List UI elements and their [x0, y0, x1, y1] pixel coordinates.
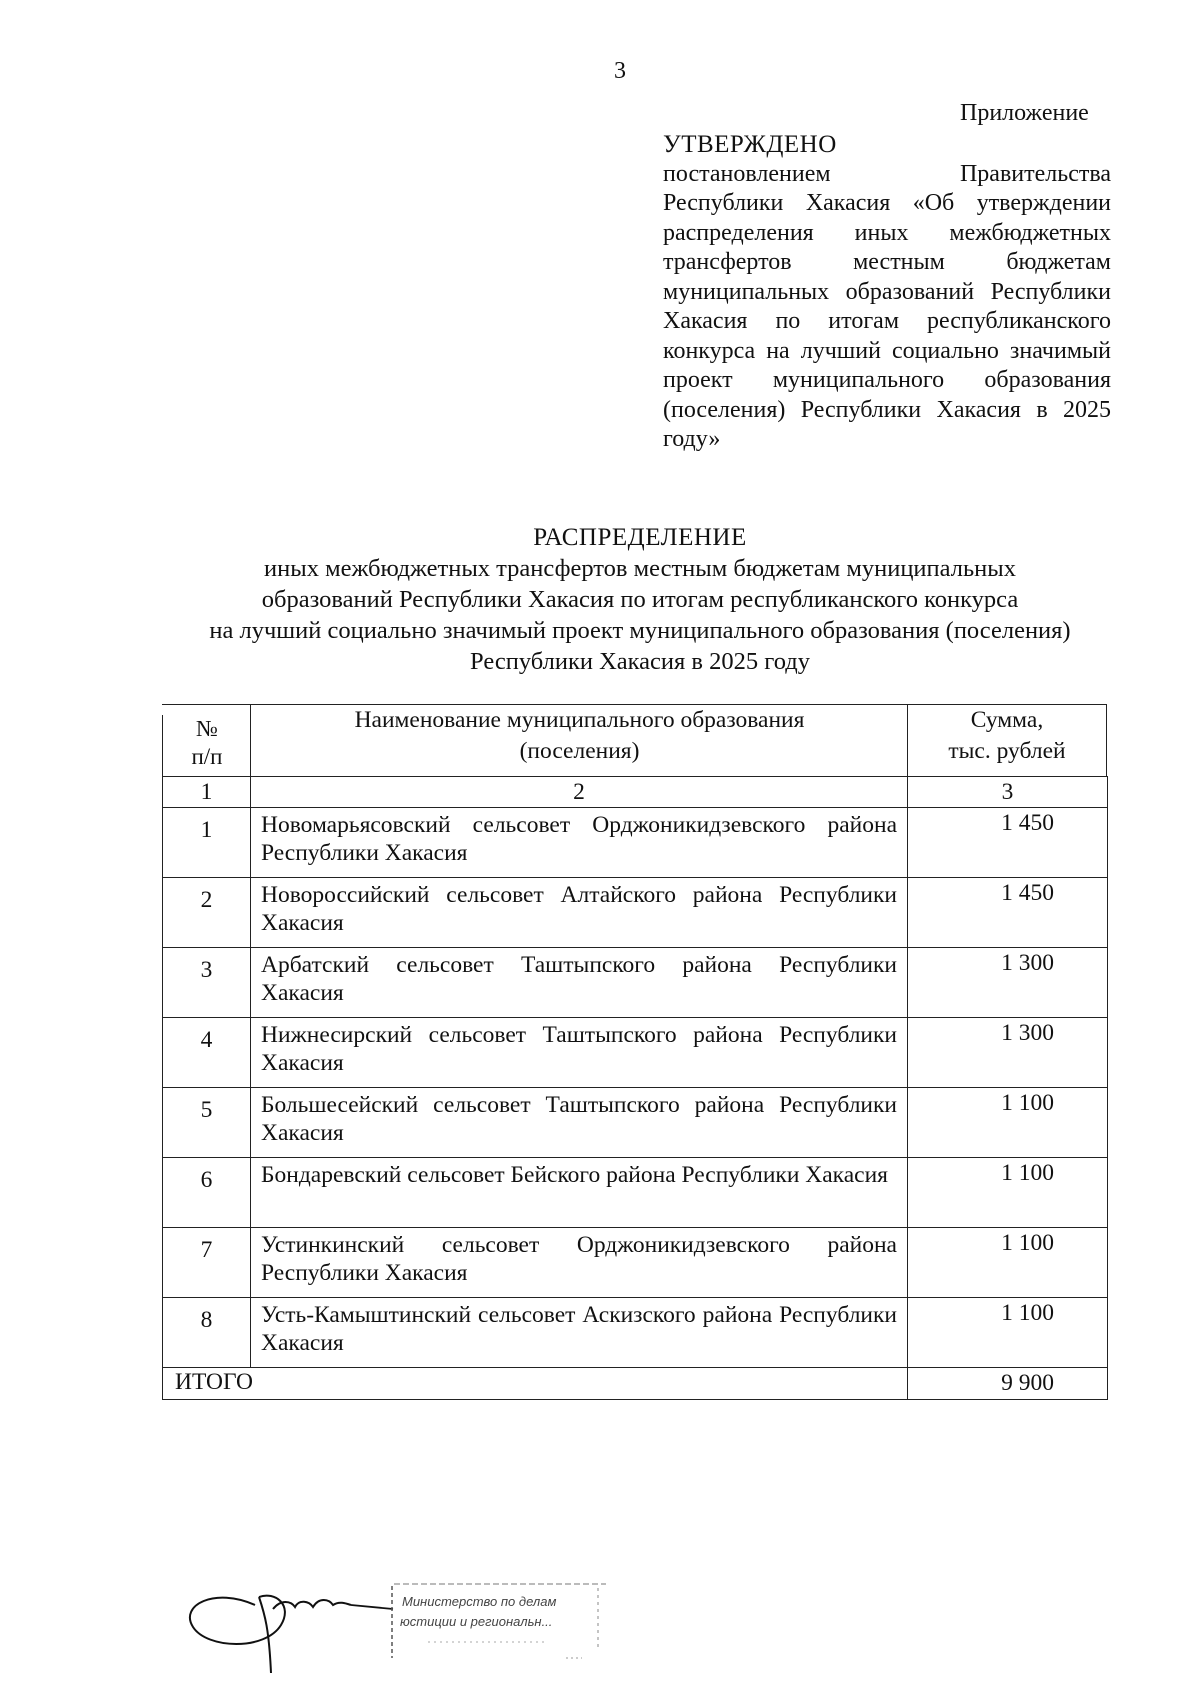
- header-sum-column: [907, 705, 1106, 777]
- row-number-cell: 6: [163, 1158, 251, 1228]
- document-subtitle-line-3: на лучший социально значимый проект муниципального образования (поселения): [209, 617, 1071, 644]
- document-title: РАСПРЕДЕЛЕНИЕ: [533, 524, 747, 551]
- document-heading: [170, 522, 1110, 677]
- table-row: [163, 878, 1108, 948]
- column-number-cell: 1: [163, 777, 251, 808]
- header-number-line-2: п/п: [191, 744, 223, 769]
- header-name-column: [250, 705, 908, 777]
- stamp-line-1: Министерство по делам: [402, 1594, 557, 1609]
- row-amount-cell: 1 300: [908, 1018, 1108, 1088]
- header-sum-line-1: Сумма,: [970, 707, 1044, 733]
- row-amount-cell: 1 300: [908, 948, 1108, 1018]
- stamp-icon: [388, 1580, 610, 1664]
- column-number-cell: 3: [908, 777, 1108, 808]
- column-number-row: [163, 777, 1108, 808]
- row-name-cell: Большесейский сельсовет Таштыпского района Республики Хакасия: [251, 1088, 908, 1158]
- row-amount-cell: 1 100: [908, 1158, 1108, 1228]
- row-amount-cell: 1 100: [908, 1298, 1108, 1368]
- document-subtitle-line-2: образований Республики Хакасия по итогам республиканского конкурса: [261, 586, 1019, 613]
- total-label: ИТОГО: [163, 1368, 908, 1400]
- row-number-cell: 4: [163, 1018, 251, 1088]
- row-number-cell: 8: [163, 1298, 251, 1368]
- appendix-label: Приложение: [960, 100, 1089, 126]
- row-amount-cell: 1 450: [908, 808, 1108, 878]
- row-number-cell: 5: [163, 1088, 251, 1158]
- table-row: [163, 1018, 1108, 1088]
- row-number-cell: 2: [163, 878, 251, 948]
- table-header: [162, 704, 1107, 776]
- row-amount-cell: 1 450: [908, 878, 1108, 948]
- row-name-cell: Усть-Камыштинский сельсовет Аскизского района Республики Хакасия: [251, 1298, 908, 1368]
- document-subtitle-line-4: Республики Хакасия в 2025 году: [470, 648, 810, 675]
- handwritten-signature: [185, 1565, 395, 1675]
- table-row: [163, 1088, 1108, 1158]
- row-name-cell: Новомарьясовский сельсовет Орджоникидзевского района Республики Хакасия: [251, 808, 908, 878]
- column-number-cell: 2: [251, 777, 908, 808]
- document-subtitle-line-1: иных межбюджетных трансфертов местным бюджетам муниципальных: [264, 555, 1016, 582]
- header-name-line-2: (поселения): [519, 738, 640, 764]
- row-name-cell: Арбатский сельсовет Таштыпского района Республики Хакасия: [251, 948, 908, 1018]
- header-number-column: [162, 715, 251, 777]
- row-amount-cell: 1 100: [908, 1228, 1108, 1298]
- row-name-cell: Бондаревский сельсовет Бейского района Республики Хакасия: [251, 1158, 908, 1228]
- table-row: [163, 808, 1108, 878]
- header-number-line-1: №: [196, 716, 218, 741]
- table-row: [163, 1298, 1108, 1368]
- table-row: [163, 1158, 1108, 1228]
- row-name-cell: Устинкинский сельсовет Орджоникидзевского района Республики Хакасия: [251, 1228, 908, 1298]
- row-number-cell: 1: [163, 808, 251, 878]
- approval-block: [663, 130, 1111, 455]
- distribution-table: [162, 776, 1108, 1400]
- row-number-cell: 7: [163, 1228, 251, 1298]
- header-sum-line-2: тыс. рублей: [948, 738, 1066, 764]
- total-amount: 9 900: [908, 1368, 1108, 1400]
- total-row: [163, 1368, 1108, 1400]
- table-row: [163, 1228, 1108, 1298]
- table-row: [163, 948, 1108, 1018]
- header-name-line-1: Наименование муниципального образования: [354, 707, 805, 733]
- approval-basis: постановлением Правительства Республики Хакасия «Об утверждении распределения иных межбюджетных трансфертов местным бюджетам муниципальных образований Республики Хакасия по итогам республиканского конкурса на лучший социально значимый проект муниципального образования (поселения) Республики Хакасия в 2025 году»: [663, 160, 1111, 452]
- row-name-cell: Нижнесирский сельсовет Таштыпского района Республики Хакасия: [251, 1018, 908, 1088]
- row-amount-cell: 1 100: [908, 1088, 1108, 1158]
- page-number: 3: [614, 58, 626, 84]
- approved-word: УТВЕРЖДЕНО: [663, 131, 837, 158]
- row-name-cell: Новороссийский сельсовет Алтайского района Республики Хакасия: [251, 878, 908, 948]
- row-number-cell: 3: [163, 948, 251, 1018]
- stamp-line-2: юстиции и региональн...: [400, 1614, 553, 1629]
